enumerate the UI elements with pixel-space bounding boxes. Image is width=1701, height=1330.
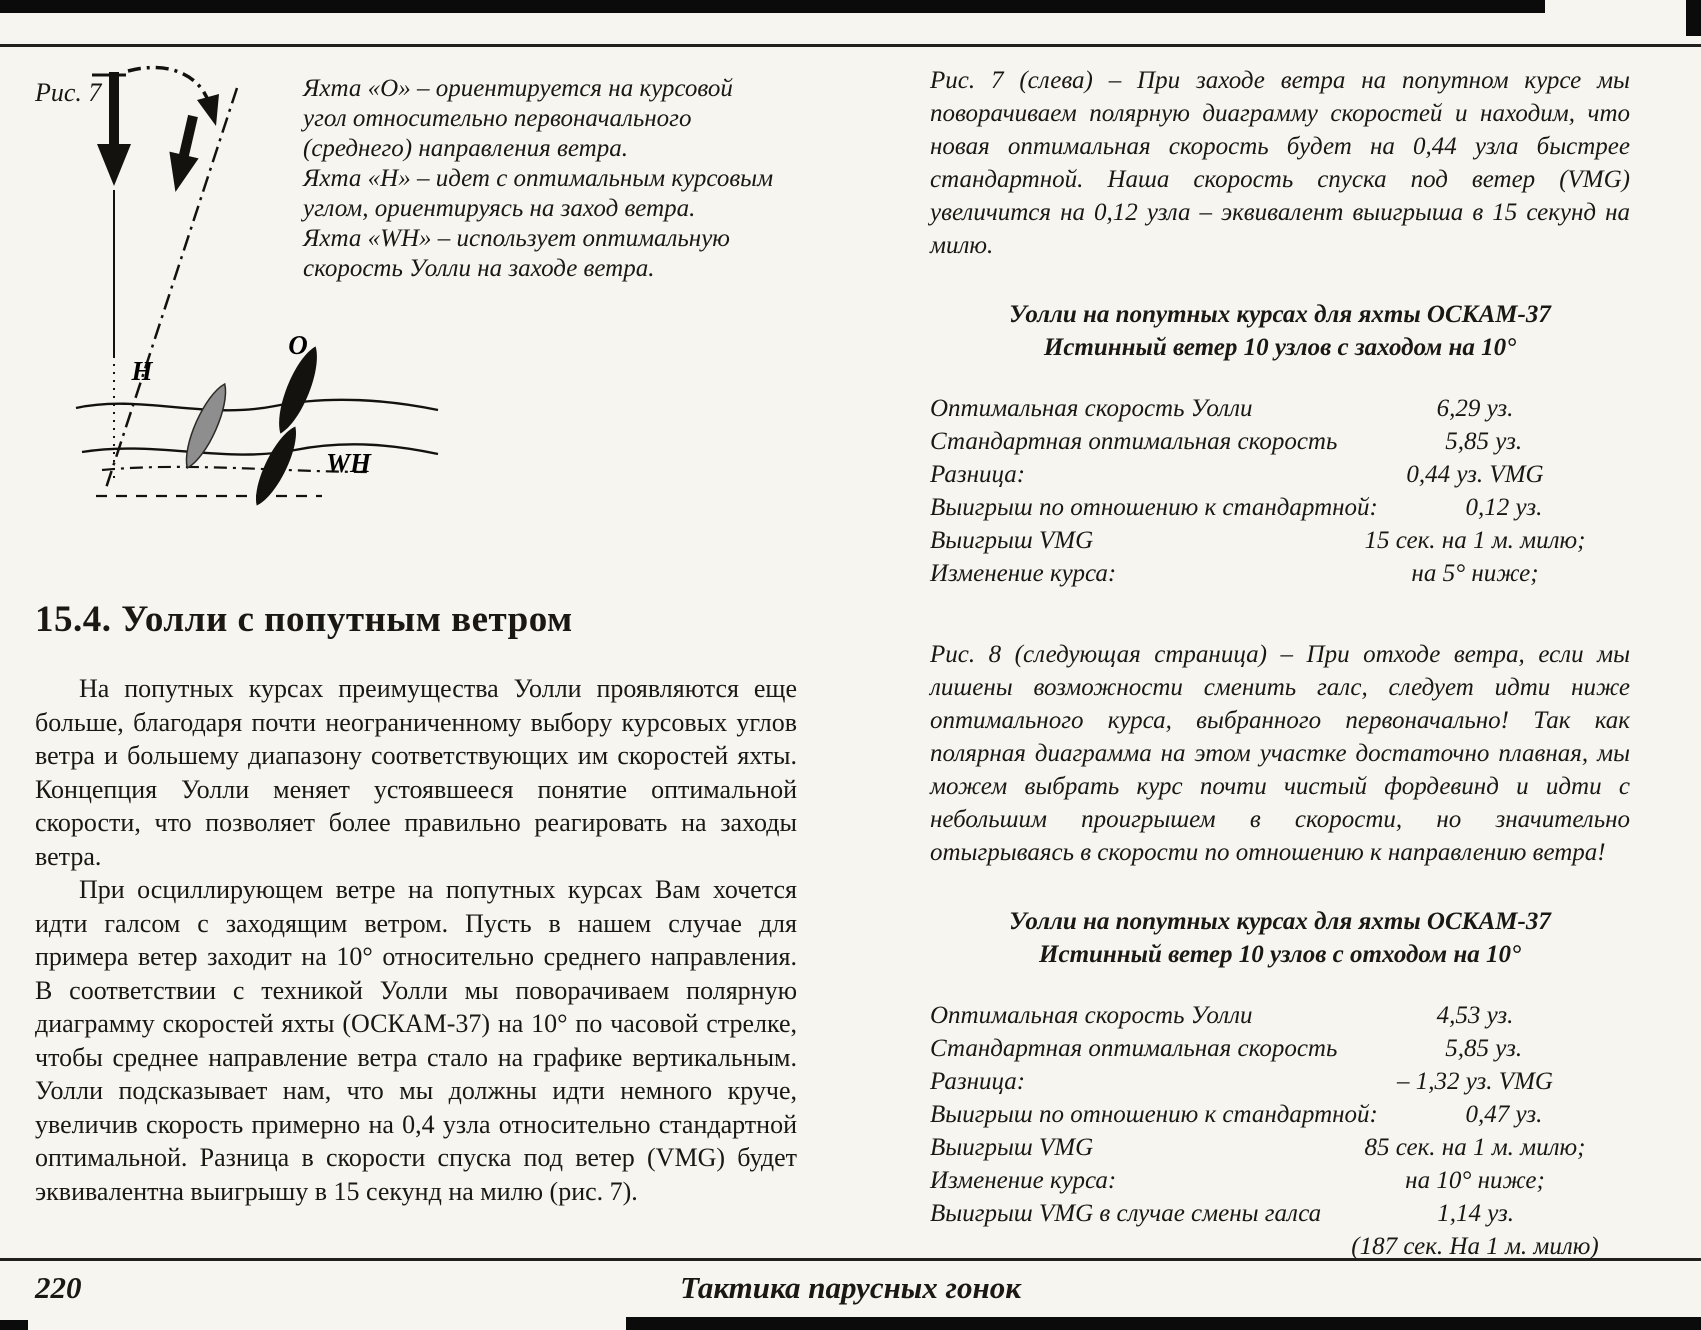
boat-label-h: H [131,356,153,386]
wind-arrow-main [97,72,131,186]
table-row [930,1197,1630,1230]
running-title: Тактика парусных гонок [680,1270,1021,1305]
table-row-label: Разница: [930,461,1026,488]
wind-shift-arc [128,67,209,103]
boat-label-wh: WH [326,448,372,478]
table-row-value: 15 сек. на 1 м. милю; [1364,527,1586,554]
boat-h [178,380,235,473]
table-row-value: 0,12 уз. [1465,494,1543,521]
table-row-label: Выигрыш по отношению к стандартной: [930,1101,1378,1128]
figure-label: Рис. 7 [35,78,102,107]
scan-artifact-bottom-left [0,1320,28,1330]
table-title-line1: Уолли на попутных курсах для яхты ОСКАМ-37 [1009,908,1551,935]
table-row-label: Стандартная оптимальная скорость [930,1035,1338,1062]
body-paragraph: На попутных курсах преимущества Уолли проявляются еще больше, благодаря почти неограниченному выбору курсовых углов ветра и большему диапазону соответствующих им скоростей яхты. Концепция Уолли меняет устоявшееся понятие оптимальной скорости, что позволяет более правильно реагировать на заходы ветра. [35,674,797,871]
right-column [930,64,1630,1263]
table-row [930,392,1630,425]
wind-arrow-shifted [161,113,208,196]
table-row [930,458,1630,491]
table-row-value: 0,44 уз. VMG [1406,461,1544,488]
figure-caption-line: Яхта «О» – ориентируется на курсовой угол относительно первоначального (среднего) направления ветра. [303,75,733,162]
scan-artifact-top-bar [0,0,1545,13]
table-row-value: 5,85 уз. [1445,428,1523,455]
table-header-title [930,298,1630,364]
table-row-label: Изменение курса: [930,1167,1117,1194]
table-row-value: – 1,32 уз. VMG [1397,1068,1553,1095]
section-body [35,672,797,1208]
table-row-label: Выигрыш VMG в случае смены галса [930,1200,1322,1227]
table-title-line1: Уолли на попутных курсах для яхты ОСКАМ-37 [1009,301,1551,328]
polar-curve-lower [82,444,438,454]
section-heading: 15.4. Уолли с попутным ветром [35,599,573,640]
table-row-value: 1,14 уз. [1437,1200,1514,1227]
table-row [930,557,1630,590]
page-number: 220 [35,1270,82,1305]
body-paragraph: При осциллирующем ветре на попутных курсах Вам хочется идти галсом с заходящим ветром. Пусть в нашем случае для примера ветер заходит на 10° относительно среднего направления. В соответствии с техникой Уолли мы поворачиваем полярную диаграмму скоростей яхты (ОСКАМ-37) на 10° по часовой стрелке, чтобы среднее направление ветра стало на графике вертикальным. Уолли подсказывает нам, что мы должны идти немного круче, увеличив скорость примерно на 0,4 узла относительно стандартной оптимальной. Разница в скорости спуска под ветер (VMG) будет эквивалентна выигрышу в 15 секунд на милю (рис. 7). [35,875,797,1206]
table-row-label [930,1230,1320,1263]
table-row-value: (187 сек. На 1 м. милю) [1351,1233,1599,1260]
table-title-line2: Истинный ветер 10 узлов с заходом на 10° [1043,334,1517,361]
top-rule [0,44,1701,47]
table-row-label: Изменение курса: [930,560,1117,587]
table-row [930,491,1630,524]
table-row [930,1098,1630,1131]
table-row [930,1164,1630,1197]
table-row-label: Стандартная оптимальная скорость [930,428,1338,455]
boat-label-o: O [288,330,308,360]
table-row-label: Выигрыш VMG [930,527,1094,554]
figure-8-note: Рис. 8 (следующая страница) – При отходе ветра, если мы лишены возможности сменить галс, следует идти ниже оптимального курса, выбранного первоначально! Так как полярная диаграмма на этом участке достаточно плавная, мы можем выбрать курс почти чистый фордевинд и идти с небольшим проигрышем в скорости, но значительно отыгрываясь в скорости по отношению к направлению ветра! [930,641,1630,866]
table-row-value: на 5° ниже; [1411,560,1539,587]
figure-caption [303,74,781,284]
table-row [930,524,1630,557]
scan-artifact-top-right [1686,0,1701,36]
table-row-value: 0,47 уз. [1465,1101,1543,1128]
table-row-label: Выигрыш VMG [930,1134,1094,1161]
wind-shift-arrowhead [197,94,219,126]
table-row [930,1230,1630,1263]
table-row-value: на 10° ниже; [1405,1167,1545,1194]
table-row-label: Выигрыш по отношению к стандартной: [930,494,1378,521]
table-row-label: Оптимальная скорость Уолли [930,1002,1253,1029]
table-row-value: 85 сек. на 1 м. милю; [1364,1134,1586,1161]
figure-7-note: Рис. 7 (слева) – При заходе ветра на попутном курсе мы поворачиваем полярную диаграмму скоростей и находим, что новая оптимальная скорость будет на 0,44 узла быстрее стандартной. Наша скорость спуска под ветер (VMG) увеличится на 0,12 узла – эквивалент выигрыша в 15 секунд на милю. [930,67,1630,259]
polar-curve-upper [76,400,438,411]
table-row [930,1065,1630,1098]
figure-caption-line: Яхта «WH» – использует оптимальную скорость Уолли на заходе ветра. [303,225,730,282]
table-lift-title [930,905,1630,971]
table-row-value: 6,29 уз. [1436,395,1514,422]
table-row [930,1131,1630,1164]
table-row-label: Разница: [930,1068,1026,1095]
table-title-line2: Истинный ветер 10 узлов с отходом на 10° [1039,941,1521,968]
table-wind-lift [930,999,1630,1263]
table-header-wind-shift [930,392,1630,590]
table-row [930,1032,1630,1065]
scan-artifact-bottom-bar [626,1317,1701,1330]
table-row [930,425,1630,458]
table-row [930,999,1630,1032]
figure-caption-line: Яхта «Н» – идет с оптимальным курсовым углом, ориентируясь на заход ветра. [303,165,774,222]
table-row-label: Оптимальная скорость Уолли [930,395,1253,422]
table-row-value: 5,85 уз. [1445,1035,1523,1062]
table-row-value: 4,53 уз. [1436,1002,1514,1029]
